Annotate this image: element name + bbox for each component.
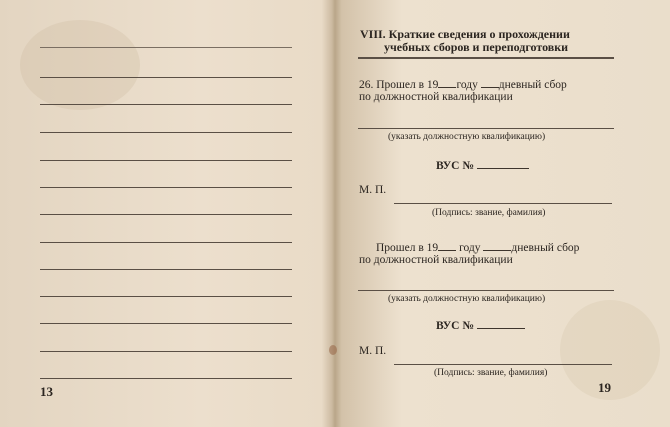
blank-line [40,47,292,48]
entry2-year-word: году [459,242,481,254]
signature-caption: (Подпись: звание, фамилия) [432,208,546,218]
section-heading-line1: VIII. Краткие сведения о прохождении [360,27,570,41]
signature-line [394,364,612,365]
blank-line [40,378,292,379]
right-page-number: 19 [598,380,611,395]
qualification-caption: (указать должностную квалификацию) [388,294,546,304]
left-page-number: 13 [40,384,53,399]
section-heading-line2: учебных сборов и переподготовки [384,40,569,54]
blank-line [40,323,292,324]
qualification-line [358,128,614,129]
qualification-caption: (указать должностную квалификацию) [388,132,546,142]
entry1-line1 [359,78,567,92]
blank-line [40,77,292,78]
entry1-prefix: Прошел в 19 [376,79,439,91]
blank-line [40,104,292,105]
entry2-line1 [376,241,579,255]
blank-line [40,296,292,297]
entry2-line2: по должностной квалификации [359,254,513,266]
blank-line [40,242,292,243]
days-blank [481,78,499,88]
entry1-suffix: дневный сбор [498,79,567,91]
entry2-suffix: дневный сбор [511,242,580,254]
days-blank [483,241,511,251]
left-page [0,0,330,427]
mp-label: М. П. [359,184,387,196]
blank-line [40,351,292,352]
entry1-year-word: году [456,79,478,91]
entry2-prefix: Прошел в 19 [376,242,439,254]
mp-label: М. П. [359,345,387,357]
vus-blank [477,159,529,169]
blank-line [40,269,292,270]
year-blank [438,78,456,88]
signature-caption: (Подпись: звание, фамилия) [434,368,548,378]
year-blank [438,241,456,251]
vus-blank [477,319,525,329]
qualification-line [358,290,614,291]
blank-line [40,214,292,215]
entry1-line2: по должностной квалификации [359,91,513,103]
blank-line [40,160,292,161]
entry-number: 26. [359,79,374,91]
blank-line [40,187,292,188]
heading-underline [358,57,614,59]
vus-label: ВУС № [436,319,525,333]
blank-line [40,132,292,133]
right-page [336,0,670,427]
signature-line [394,203,612,204]
vus-label: ВУС № [436,159,529,173]
